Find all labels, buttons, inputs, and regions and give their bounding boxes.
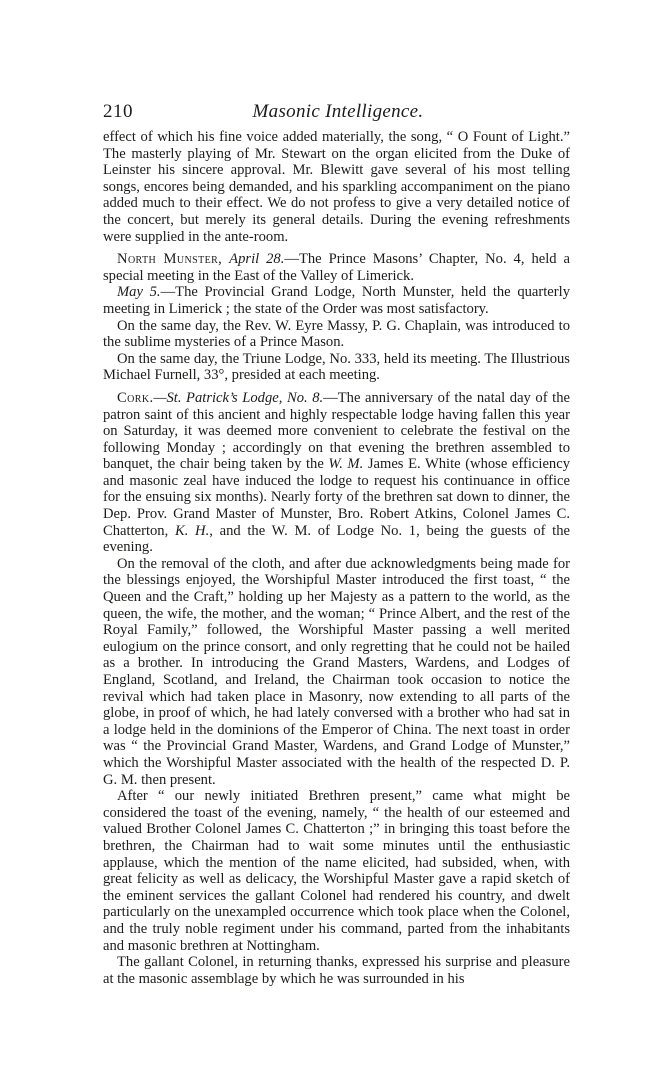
paragraph-text: The gallant Colonel, in returning thanks, expressed his surprise and pleasure at the masonic assemblage by which he was surrounded in his — [103, 954, 570, 987]
paragraph-text: James E. White (whose efficiency and masonic zeal have induced the lodge to request his continuance in office for the ensuing six months). Nearly forty of the brethren sat down to dinner, the Dep. Prov. Grand Master of Munster, Bro. Robert Atkins, Colonel James C. Chatterton, — [103, 456, 570, 539]
paragraph-text: —The anniversary of the natal day of the patron saint of this ancient and highly respectable lodge having fallen this year on Saturday, it was deemed more convenient to celebrate the festival on the following Monday ; accordingly on that evening the brethren assembled to banquet, the chair being taken by the — [103, 389, 570, 473]
date-may-5: May 5. — [117, 284, 161, 301]
paragraph-text: effect of which his fine voice added materially, the song, “ O Fount of Light.” The masterly playing of Mr. Stewart on the organ elicited from the Duke of Leinster his sincere approval. Mr. Blewitt gave several of his most telling songs, encores being demanded, and his sparkling accompaniment on the piano added much to their effect. We do not profess to give a very detailed notice of the concert, but merely its general details. During the evening refreshments were supplied in the ante-room. — [103, 129, 570, 245]
page-header — [103, 100, 573, 124]
paragraph-text: On the same day, the Triune Lodge, No. 333, held its meeting. The Illustrious Michael Furnell, 33°, presided at each meeting. — [103, 350, 570, 384]
title-worshipful-master: W. M. — [328, 456, 364, 473]
paragraph-chatterton-toast — [103, 788, 570, 954]
title-knight-hanover: K. H. — [174, 522, 210, 539]
paragraph-north-munster — [103, 251, 570, 284]
paragraph-colonel-reply — [103, 954, 570, 987]
date-april-28: April 28. — [229, 251, 285, 268]
paragraph-text: On the same day, the Rev. W. Eyre Massy, P. G. Chaplain, was introduced to the sublime mysteries of a Prince Mason. — [103, 317, 570, 351]
paragraph-triune-lodge — [103, 351, 570, 384]
paragraph-text: —The Provincial Grand Lodge, North Munster, held the quarterly meeting in Limerick ; the state of the Order was most satisfactory. — [103, 284, 570, 317]
paragraph-text: After “ our newly initiated Brethren present,” came what might be considered the toast of the evening, namely, “ the health of our esteemed and valued Brother Colonel James C. Chatterton ;” in bringing this toast before the brethren, the Chairman had to wait some minutes until the enthusiastic applause, which the mention of the name elicited, had subsided, when, with great felicity as well as delicacy, the Worshipful Master gave a rapid sketch of the eminent services the gallant Colonel had rendered his country, and dwelt particularly on the unexampled occurrence which took place when the Colonel, and the truly noble regiment under his command, parted from the inhabitants and masonic brethren at Nottingham. — [103, 788, 570, 954]
body-text — [103, 129, 570, 987]
lodge-name-st-patricks: —St. Patrick’s Lodge, No. 8. — [153, 389, 324, 406]
paragraph-cork — [103, 390, 570, 556]
page-number: 210 — [103, 101, 133, 122]
paragraph-text: On the removal of the cloth, and after due acknowledgments being made for the blessings enjoyed, the Worshipful Master introduced the first toast, “ the Queen and the Craft,” holding up her Majesty as a pattern to the world, as the queen, the wife, the mother, and the woman; “ Prince Albert, and the rest of the Royal Family,” followed, the Worshipful Master passing a well merited eulogium on the prince consort, and only regretting that he could not be hailed as a brother. In introducing the Grand Masters, Wardens, and Lodges of England, Scotland, and Ireland, the Chairman took occasion to notice the revival which had taken place in Masonry, now extending to all parts of the globe, in proof of which, he had lately conversed with a brother who had sat in a lodge held in the dominions of the Emperor of China. The next toast in order was “ the Provincial Grand Master, Wardens, and Grand Lodge of Munster,” which the Worshipful Master associated with the health of the respected D. P. G. M. then present. — [103, 555, 570, 788]
paragraph-text: —The Prince Masons’ Chapter, No. 4, held a special meeting in the East of the Valley of Limerick. — [103, 251, 570, 284]
paragraph-toasts — [103, 556, 570, 788]
paragraph-text: , and the W. M. of Lodge No. 1, being the guests of the evening. — [103, 522, 571, 556]
paragraph-prince-mason — [103, 318, 570, 351]
place-heading-north-munster: North Munster, — [117, 251, 223, 268]
running-title: Masonic Intelligence. — [252, 101, 424, 122]
paragraph-concert-conclusion — [103, 129, 570, 245]
place-heading-cork: Cork. — [117, 389, 154, 406]
paragraph-provincial-grand-lodge — [103, 284, 570, 317]
